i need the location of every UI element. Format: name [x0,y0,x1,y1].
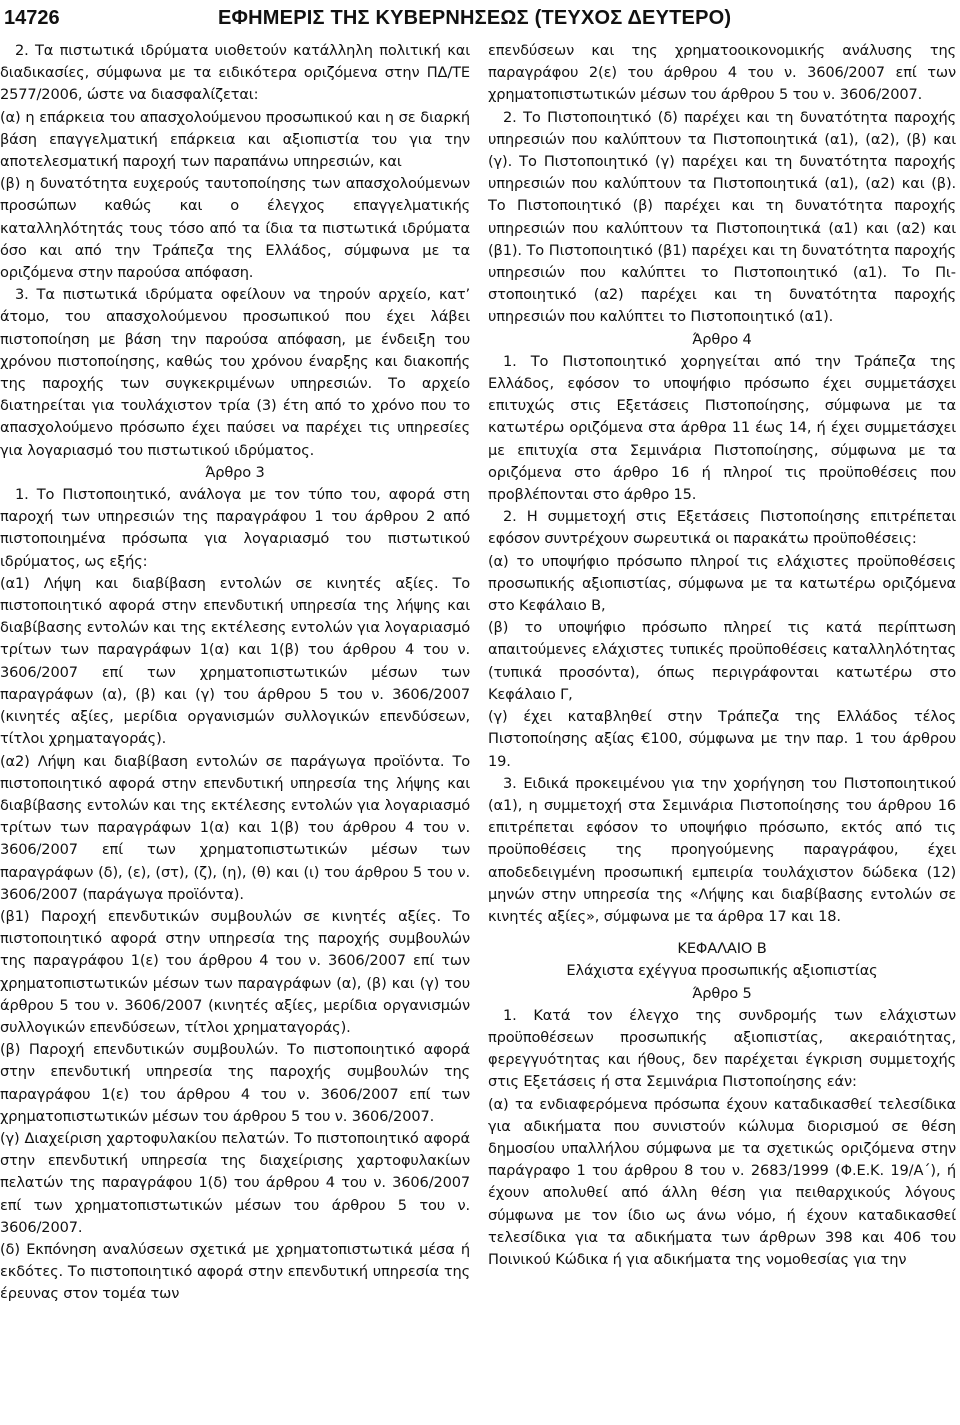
paragraph: (α1) Λήψη και διαβίβαση εντολών σε κινητές αξίες. Το πιστοποιητικό αφορά στην επενδυτική υπηρεσία της λήψης και διαβίβασης εντολών και της εκτέλεσης εντολών για λογαριασμό τρίτων των παραγράφων 1(α) και 1(β) του άρθρου 4 του ν. 3606/2007 επί των χρηματοπιστωτικών μέσων των παραγράφων (α), (β) και (γ) του άρθρου 5 του ν. 3606/2007 (κινητές αξίες, μερίδια οργανισμών συλλογικών επενδύσεων, τίτλοι χρηματαγοράς). [0,574,470,748]
chapter-heading: ΚΕΦΑΛΑΙΟ Β [677,940,767,958]
right-column [488,40,956,1271]
paragraph: (β) η δυνατότητα ευχερούς ταυτοποίησης των απασχολούμενων προσώπων καθώς και ο έλεγχος επαγγελματικής καταλληλότητάς τους τόσο από τα ίδια τα πιστωτικά ιδρύματα όσο και από την Τράπεζα της Ελλάδος, σύμφωνα με τα οριζόμενα στην παρούσα απόφαση. [0,175,470,282]
paragraph: (α) τα ενδιαφερόμενα πρόσωπα έχουν καταδικασθεί τελεσίδικα για αδικήματα που συνιστούν κώλυμα διορισμού σε θέση δημοσίου υπαλλήλου σύμφωνα με τα σχετικώς οριζόμενα στην παράγραφο 1 του άρθρου 8 του ν. 2683/1999 (Φ.Ε.Κ. 19/Α΄), ή έχουν απολυθεί από άλλη θέση για πειθαρχικούς λόγους σύμφωνα με τον ίδιο ως άνω νόμο, ή έχουν καταδικασθεί τελεσίδικα για τα αδικήματα των άρθρων 398 και 406 του Ποινικού Κώδικα ή για αδικήματα της νομοθεσίας για την [488,1095,956,1268]
paragraph: (α) το υποψήφιο πρόσωπο πληροί τις ελάχιστες προϋποθέσεις προσωπικής αξιοπιστίας, σύμφωνα με τα κατωτέρω οριζόμενα στο Κεφάλαιο Β, [488,552,956,615]
paragraph: 1. Το Πιστοποιητικό, ανάλογα με τον τύπο του, αφορά στη παροχή των υπηρεσιών της παραγράφου 1 του άρθρου 2 από πιστοποιημένα πρόσωπα για λογαριασμό του πιστωτικού ιδρύματος, ως εξής: [0,486,470,570]
left-column [0,40,470,1306]
paragraph: 1. Κατά τον έλεγχο της συνδρομής των ελάχιστων προϋποθέσεων προσωπικής αξιοπιστίας, ακεραιότητας, φερεγγυότητας και ήθους, δεν παρέχεται έγκριση συμμετοχής στις Εξετάσεις ή στα Σεμινάρια Πιστοποίησης εάν: [488,1006,956,1091]
paragraph: (β) το υποψήφιο πρόσωπο πληρεί τις κατά περίπτωση απαιτούμενες ελάχιστες τυπικές προϋποθέσεις καταλληλότητας (τυπικά προσόντα), όπως περιγράφονται κατωτέρω στο Κεφάλαιο Γ, [488,619,956,703]
chapter-title: Ελάχιστα εχέγγυα προσωπικής αξιοπιστίας [566,962,878,980]
paragraph: 1. Το Πιστοποιητικό χορηγείται από την Τράπεζα της Ελλάδος, εφόσον το υποψήφιο πρόσωπο έχει συμμετάσχει επιτυχώς στις Εξετάσεις Πιστοποίησης, σύμφωνα με τα κατωτέρω οριζόμενα στα άρθρα 11 έως 14, ή έχει συμμετάσχει με επιτυχία στα Σεμινάρια Πιστοποίησης, σύμφωνα με τα οριζόμενα στο άρθρο 16 ή πληροί τις προϋποθέσεις που προβλέπονται στο άρθρο 15. [488,352,956,504]
paragraph: (β) Παροχή επενδυτικών συμβουλών. Το πιστοποιητικό αφορά στην επενδυτική υπηρεσία της παροχής συμβουλών της παραγράφου 1(ε) του άρθρου 4 του ν. 3606/2007 επί των χρηματοπιστωτικών μέσων του άρθρου 5 του ν. 3606/2007. [0,1041,470,1125]
paragraph: (α) η επάρκεια του απασχολούμενου προσωπικού και η σε διαρκή βάση επαγγελματική επάρκεια και αξιοπιστία του για την αποτελεσματική παροχή των παραπάνω υπηρεσιών, και [0,108,470,171]
paragraph: (γ) Διαχείριση χαρτοφυλακίου πελατών. Το πιστοποιητικό αφορά στην επενδυτική υπηρεσία της διαχείρισης χαρτοφυλακίων πελατών της παραγράφου 1(δ) του άρθρου 4 του ν. 3606/2007 επί των χρηματοπιστωτικών μέσων του άρθρου 5 του ν. 3606/2007. [0,1129,470,1236]
paragraph: 2. Τα πιστωτικά ιδρύματα υιοθετούν κατάλληλη πολιτική και διαδικασίες, σύμφωνα με τα ειδικότερα οριζόμενα στην ΠΔ/ΤΕ 2577/2006, ώστε να διασφαλίζεται: [0,42,470,104]
paragraph: (δ) Εκπόνηση αναλύσεων σχετικά με χρηματοπιστωτικά μέσα ή εκδότες. Το πιστοποιητικό αφορά στην επενδυτική υπηρεσία της έρευνας στον τομέα των [0,1240,470,1303]
page-header [0,0,960,40]
page-number: 14726 [4,7,60,29]
article-heading: Άρθρο 5 [692,984,752,1002]
article-heading: Άρθρο 4 [692,330,752,348]
paragraph: (α2) Λήψη και διαβίβαση εντολών σε παράγωγα προϊόντα. Το πιστοποιητικό αφορά στην επενδυτική υπηρεσία της λήψης και διαβίβασης εντολών και της εκτέλεσης εντολών για λογαριασμό τρίτων των παραγράφων 1(α) και 1(β) του άρθρου 4 του ν. 3606/2007 επί των χρηματοπιστωτικών μέσων των παραγράφων (δ), (ε), (στ), (ζ), (η), (θ) και (ι) του άρθρου 5 του ν. 3606/2007 (παράγωγα προϊόντα). [0,752,470,903]
article-heading: Άρθρο 3 [205,463,265,481]
gazette-title: ΕΦΗΜΕΡΙΣ ΤΗΣ ΚΥΒΕΡΝΗΣΕΩΣ (ΤΕΥΧΟΣ ΔΕΥΤΕΡΟ) [218,7,732,29]
paragraph: 3. Τα πιστωτικά ιδρύματα οφείλουν να τηρούν αρχείο, κατ’ άτομο, του απασχολούμενου προσωπικού που έχει λάβει πιστοποίηση με βάση την παρούσα απόφαση, με ένδειξη του χρόνου πιστοποίησης, καθώς του χρόνου έναρξης και διακοπής της παροχής των συγκεκριμένων υπηρεσιών. Το αρχείο διατηρείται για τουλάχιστον τρία (3) έτη από το χρόνο που το απασχολούμενο πρόσωπο έχει παύσει να παρέχει τις υπηρεσίες για λογαριασμό του πιστωτικού ιδρύματος. [0,286,470,459]
paragraph: 2. Η συμμετοχή στις Εξετάσεις Πιστοποίησης επιτρέπεται εφόσον συντρέχουν σωρευτικά οι παρακάτω προϋποθέσεις: [488,508,956,548]
paragraph: (β1) Παροχή επενδυτικών συμβουλών σε κινητές αξίες. Το πιστοποιητικό αφορά στην υπηρεσία της παροχής συμβουλών της παραγράφου 1(ε) του άρθρου 4 του ν. 3606/2007 επί των χρηματοπιστωτικών μέσων των παραγράφων (α), (β) και (γ) του άρθρου 5 του ν. 3606/2007 (κινητές αξίες, μερίδια οργανισμών συλλογικών επενδύσεων, τίτλοι χρηματαγοράς). [0,907,470,1036]
paragraph: (γ) έχει καταβληθεί στην Τράπεζα της Ελλάδος τέλος Πιστοποίησης αξίας €100, σύμφωνα με την παρ. 1 του άρθρου 19. [488,708,956,770]
paragraph: 2. Το Πιστοποιητικό (δ) παρέχει και τη δυνατότητα παροχής υπηρεσιών που καλύπτουν τα Πιστοποιητικά (α1), (α2), (β) και (γ). Το Πιστοποιητικό (γ) παρέχει και τη δυνατότητα παροχής υπηρεσιών που καλύπτουν τα Πιστοποιητικά (α1), (α2) και (β). Το Πιστοποιητικό (β) παρέχει και τη δυνατότητα παροχής υπηρεσιών που καλύπτουν τα Πιστοποιητικά (α1) και (α2) και (β1). Το Πιστοποιητικό (β1) παρέχει και τη δυνατότητα παροχής υπηρεσιών που καλύπτει το Πιστοποιητικό (α1). Το Πιστοποιητικό (α2) παρέχει και τη δυνατότητα παροχής υπηρεσιών που καλύπτει το Πιστοποιητικό (α1). [488,108,956,326]
paragraph: επενδύσεων και της χρηματοοικονομικής ανάλυσης της παραγράφου 2(ε) του άρθρου 4 του ν. 3606/2007 επί των χρηματοπιστωτικών μέσων του άρθρου 5 του ν. 3606/2007. [488,42,956,104]
paragraph: 3. Ειδικά προκειμένου για την χορήγηση του Πιστοποιητικού (α1), η συμμετοχή στα Σεμινάρια Πιστοποίησης του άρθρου 16 επιτρέπεται εφόσον το υποψήφιο πρόσωπο, εκτός από τις προϋποθέσεις της προηγούμενης παραγράφου, έχει αποδεδειγμένη προσωπική εμπειρία τουλάχιστον δώδεκα (12) μηνών στην υπηρεσία της «Λήψης και διαβίβασης εντολών σε κινητές αξίες», σύμφωνα με τα άρθρα 17 και 18. [488,774,956,925]
